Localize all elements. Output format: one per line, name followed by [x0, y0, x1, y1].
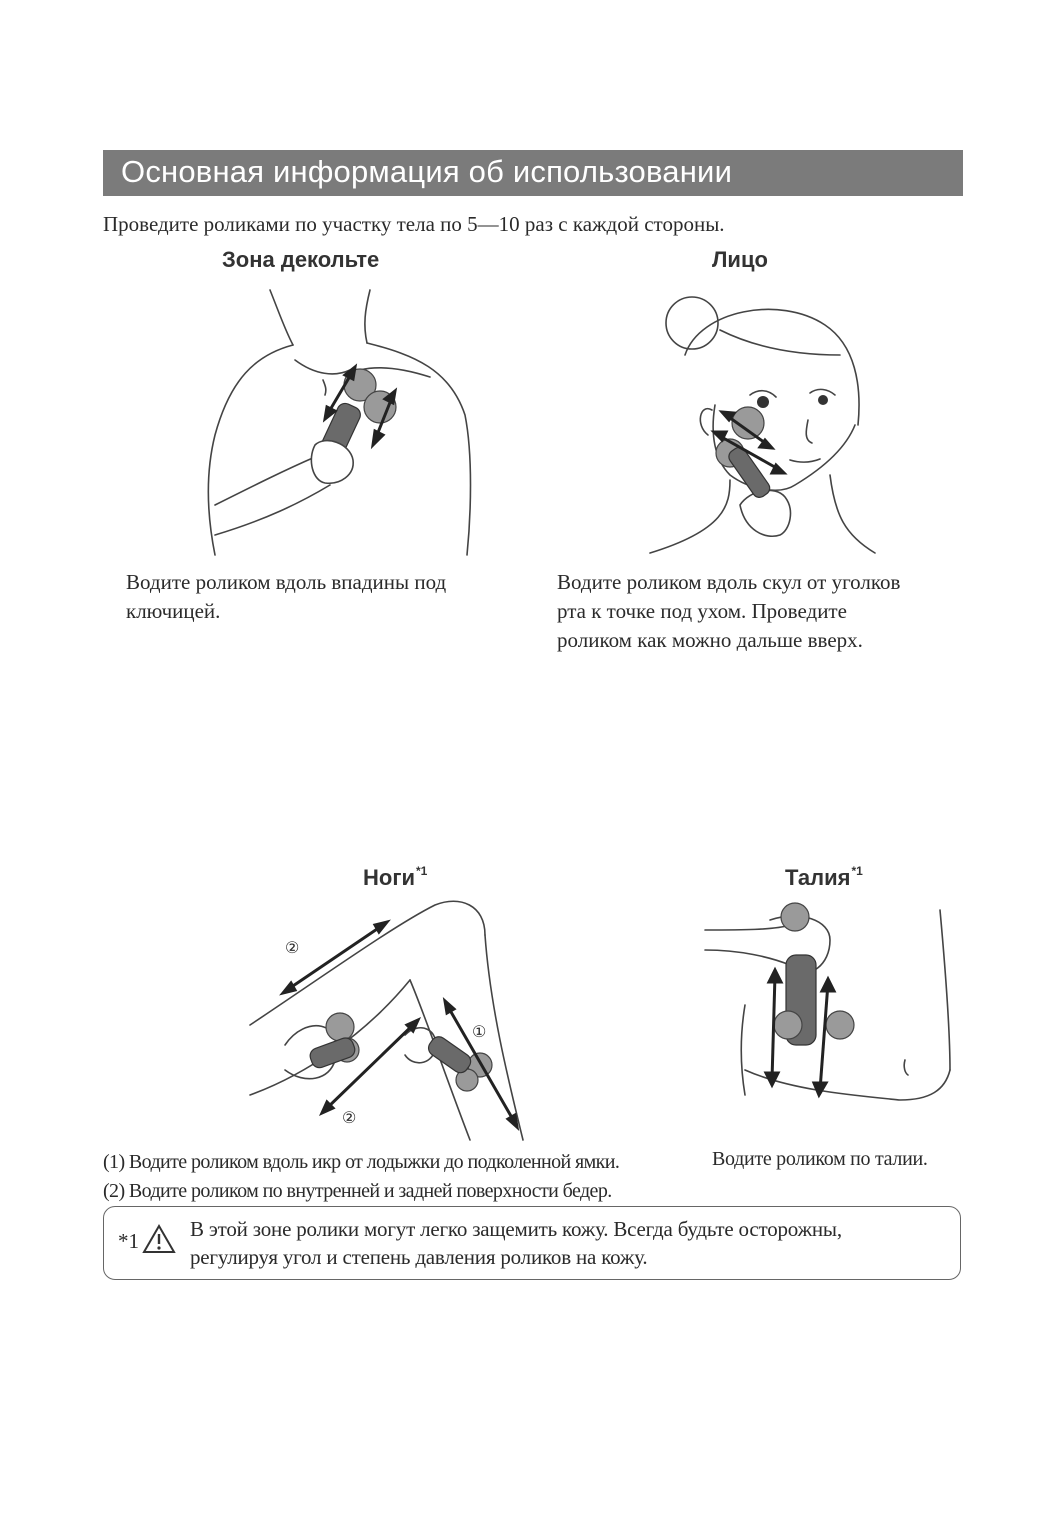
- caution-note: [103, 1206, 961, 1280]
- decollete-description-line: ключицей.: [126, 599, 221, 623]
- decollete-illustration: [175, 285, 495, 560]
- legs-step-line: (1) Водите роликом вдоль икр от лодыжки до подколенной ямки.: [103, 1151, 620, 1173]
- waist-footnote-mark: *1: [851, 864, 863, 878]
- legs-steps: [103, 1148, 619, 1206]
- waist-title-text: Талия: [785, 865, 851, 890]
- decollete-description: [126, 568, 446, 626]
- legs-step-label: ②: [285, 940, 300, 957]
- legs-illustration: [245, 895, 545, 1145]
- warning-triangle-icon: [142, 1224, 176, 1259]
- legs-title-text: Ноги: [363, 865, 416, 890]
- decollete-title: Зона декольте: [222, 247, 380, 272]
- note-line: В этой зоне ролики могут легко защемить кожу. Всегда будьте осторожны,: [190, 1217, 842, 1241]
- face-description-line: роликом как можно дальше вверх.: [557, 628, 863, 652]
- waist-illustration: [700, 895, 960, 1145]
- note-line: регулируя угол и степень давления роликов на кожу.: [190, 1245, 648, 1269]
- legs-step-label: ②: [342, 1110, 357, 1127]
- waist-title: [785, 864, 863, 891]
- legs-step-line: (2) Водите роликом по внутренней и задней поверхности бедер.: [103, 1180, 612, 1202]
- decollete-description-line: Водите роликом вдоль впадины под: [126, 570, 447, 594]
- note-text: [190, 1215, 842, 1271]
- face-description: [557, 568, 900, 655]
- legs-title: [363, 864, 427, 891]
- face-title: Лицо: [712, 247, 768, 272]
- face-description-line: Водите роликом вдоль скул от уголков: [557, 570, 901, 594]
- section-header-bar: [103, 150, 963, 196]
- waist-description: Водите роликом по талии.: [712, 1148, 928, 1170]
- intro-text: Проведите роликами по участку тела по 5—10 раз с каждой стороны.: [103, 212, 725, 236]
- note-footnote-mark: *1: [118, 1229, 139, 1253]
- face-illustration: [630, 285, 890, 560]
- legs-step-label: ①: [472, 1024, 487, 1041]
- page-title: Основная информация об использовании: [121, 154, 733, 189]
- face-description-line: рта к точке под ухом. Проведите: [557, 599, 847, 623]
- legs-footnote-mark: *1: [416, 864, 428, 878]
